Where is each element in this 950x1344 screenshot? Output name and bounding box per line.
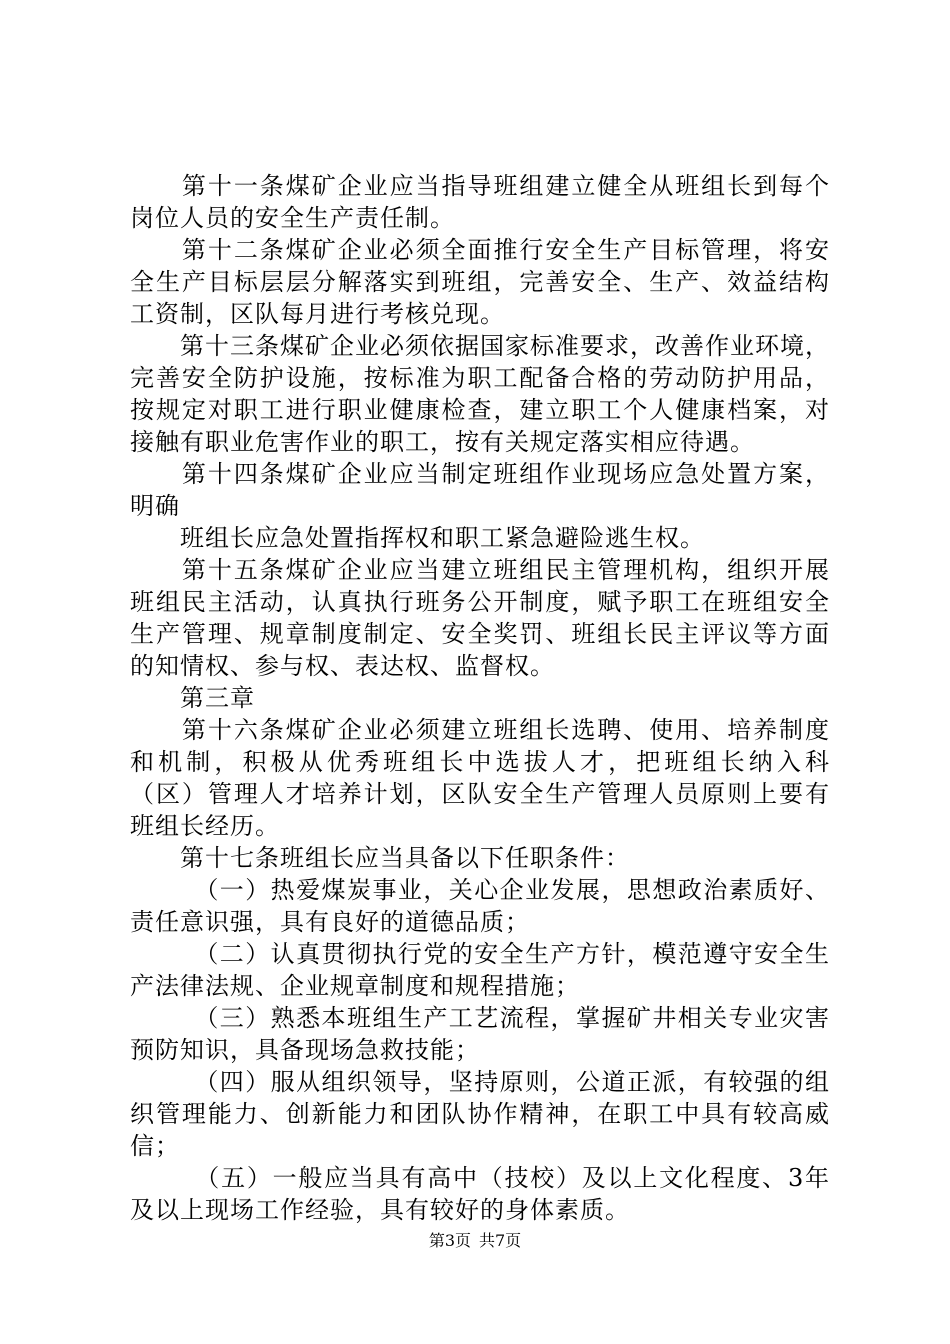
text-line: 信； bbox=[130, 1132, 180, 1160]
text-line: 第十三条煤矿企业必须依据国家标准要求，改善作业环境， bbox=[130, 332, 830, 360]
text-line: 工资制，区队每月进行考核兑现。 bbox=[130, 300, 505, 328]
text-line: 全生产目标层层分解落实到班组，完善安全、生产、效益结构 bbox=[130, 268, 830, 296]
text-line: （三）熟悉本班组生产工艺流程，掌握矿井相关专业灾害 bbox=[130, 1004, 830, 1032]
text-line: 第十一条煤矿企业应当指导班组建立健全从班组长到每个 bbox=[130, 172, 830, 200]
text-line: 明确 bbox=[130, 492, 180, 520]
text-line: 第十六条煤矿企业必须建立班组长选聘、使用、培养制度 bbox=[130, 716, 830, 744]
text-line: 班组民主活动，认真执行班务公开制度，赋予职工在班组安全 bbox=[130, 588, 830, 616]
text-line: 按规定对职工进行职业健康检查，建立职工个人健康档案，对 bbox=[130, 396, 830, 424]
text-line: 及以上现场工作经验，具有较好的身体素质。 bbox=[130, 1196, 630, 1224]
text-line: 完善安全防护设施，按标准为职工配备合格的劳动防护用品， bbox=[130, 364, 830, 392]
text-line: 班组长经历。 bbox=[130, 812, 280, 840]
text-line: 责任意识强，具有良好的道德品质； bbox=[130, 908, 530, 936]
text-line: 的知情权、参与权、表达权、监督权。 bbox=[130, 652, 555, 680]
text-line: 岗位人员的安全生产责任制。 bbox=[130, 204, 455, 232]
page-number-total: 共7页 bbox=[479, 1231, 522, 1250]
text-line: （五）一般应当具有高中（技校）及以上文化程度、3年 bbox=[130, 1164, 830, 1192]
text-line: （区）管理人才培养计划，区队安全生产管理人员原则上要有 bbox=[130, 780, 830, 808]
text-line: 和机制，积极从优秀班组长中选拔人才，把班组长纳入科 bbox=[130, 748, 830, 776]
text-line: 产法律法规、企业规章制度和规程措施； bbox=[130, 972, 580, 1000]
text-line: 第十二条煤矿企业必须全面推行安全生产目标管理，将安 bbox=[130, 236, 830, 264]
text-line: 生产管理、规章制度制定、安全奖罚、班组长民主评议等方面 bbox=[130, 620, 830, 648]
text-line: 预防知识，具备现场急救技能； bbox=[130, 1036, 480, 1064]
chapter-heading: 第三章 bbox=[130, 684, 255, 712]
text-line: 第十七条班组长应当具备以下任职条件： bbox=[130, 844, 630, 872]
text-line: （四）服从组织领导，坚持原则，公道正派，有较强的组 bbox=[130, 1068, 830, 1096]
text-line: （二）认真贯彻执行党的安全生产方针，模范遵守安全生 bbox=[130, 940, 830, 968]
text-line: 接触有职业危害作业的职工，按有关规定落实相应待遇。 bbox=[130, 428, 755, 456]
text-line: 第十四条煤矿企业应当制定班组作业现场应急处置方案， bbox=[130, 460, 830, 488]
page-footer bbox=[0, 1230, 950, 1252]
text-line: （一）热爱煤炭事业，关心企业发展，思想政治素质好、 bbox=[130, 876, 830, 904]
text-line: 织管理能力、创新能力和团队协作精神，在职工中具有较高威 bbox=[130, 1100, 830, 1128]
text-line: 第十五条煤矿企业应当建立班组民主管理机构，组织开展 bbox=[130, 556, 830, 584]
page-number-current: 第3页 bbox=[428, 1231, 471, 1250]
text-line: 班组长应急处置指挥权和职工紧急避险逃生权。 bbox=[130, 524, 705, 552]
